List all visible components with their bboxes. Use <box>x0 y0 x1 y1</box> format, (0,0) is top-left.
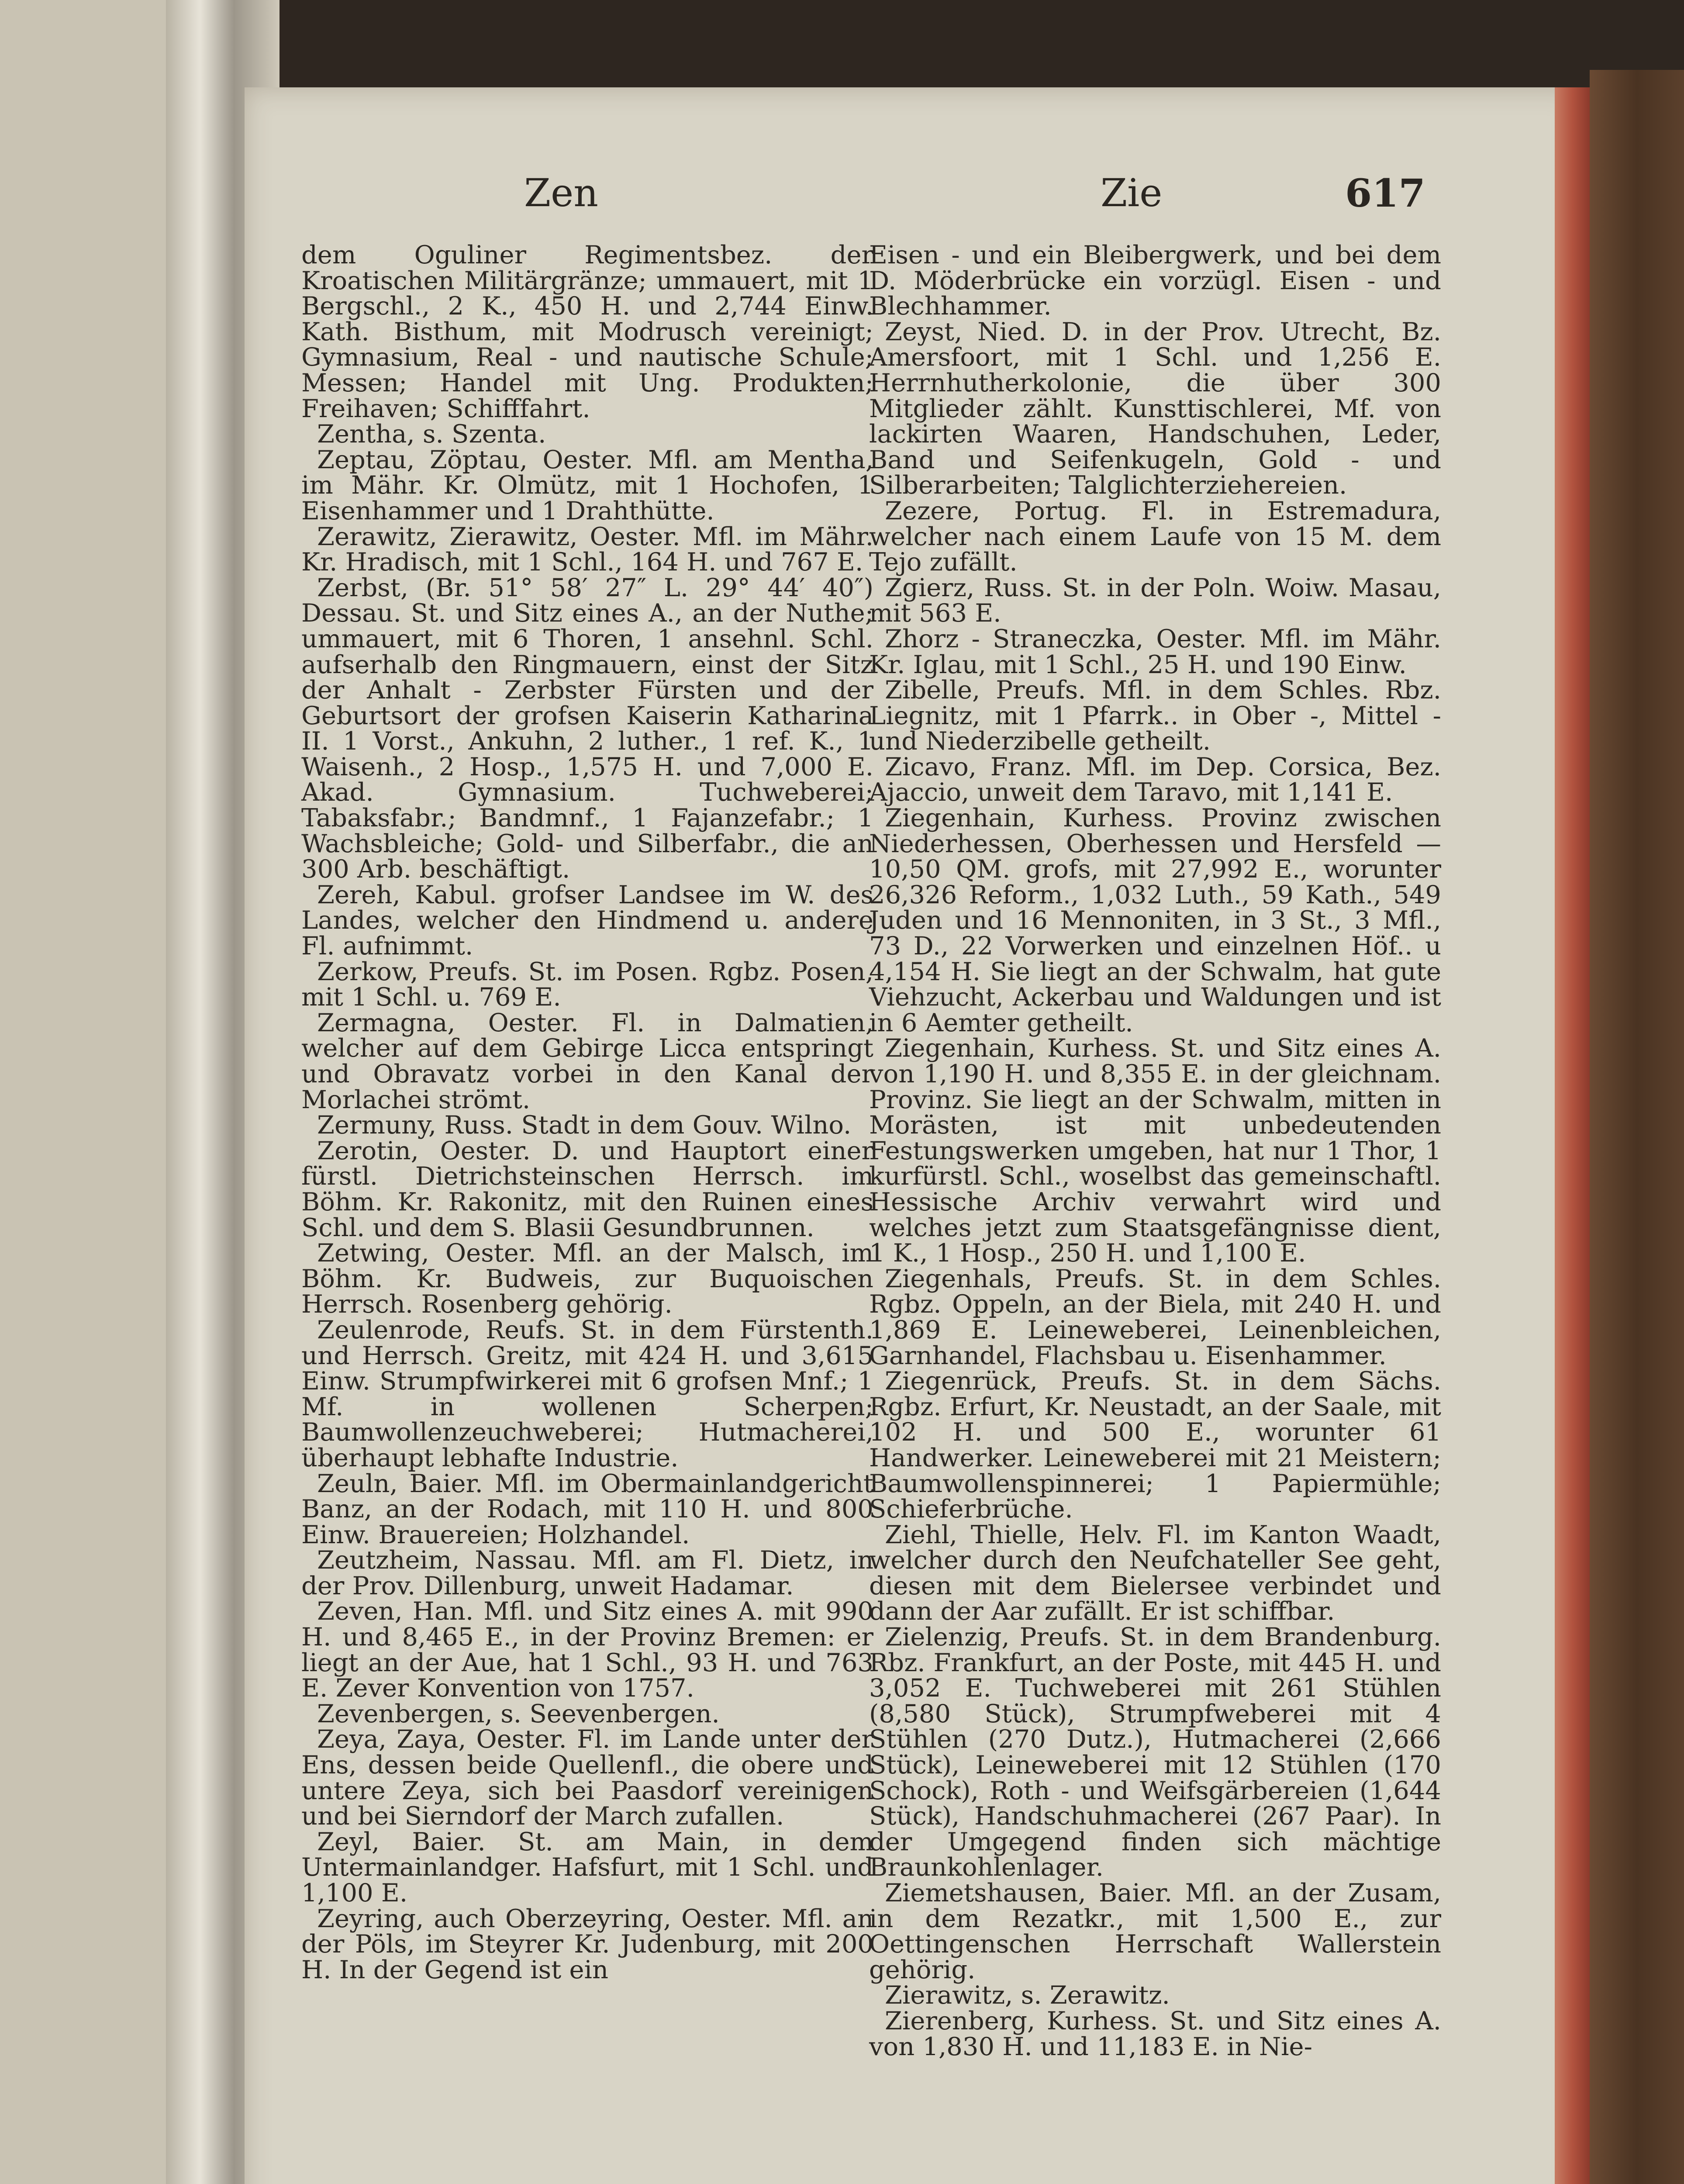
dictionary-entry: Zeyst, Nied. D. in der Prov. Utrecht, Bz. Amersfoort, mit 1 Schl. und 1,256 E. Herrnhutherkolonie, die über 300 Mitglieder zählt. Kunsttischlerei, Mf. von lackirten Waaren, Handschuhen, Leder, Band und Seifenkugeln, Gold - und Silberarbeiten; Talglichterziehereien. <box>869 317 1441 500</box>
dictionary-entry: Zermagna, Oester. Fl. in Dalmatien, welcher auf dem Gebirge Licca entspringt und Obravatz vorbei in den Kanal der Morlachei strömt. <box>301 1008 873 1114</box>
dictionary-entry: Zerbst, (Br. 51° 58′ 27″ L. 29° 44′ 40″) Dessau. St. und Sitz eines A., an der Nuthe; ummauert, mit 6 Thoren, 1 ansehnl. Schl. aufserhalb den Ringmauern, einst der Sitz der Anhalt - Zerbster Fürsten und der Geburtsort der grofsen Kaiserin Katharina II. 1 Vorst., Ankuhn, 2 luther., 1 ref. K., 1 Waisenh., 2 Hosp., 1,575 H. und 7,000 E. Akad. Gymnasium. Tuchweberei; Tabaksfabr.; Bandmnf., 1 Fajanzefabr.; 1 Wachsbleiche; Gold- und Silberfabr., die an 300 Arb. beschäftigt. <box>301 573 873 884</box>
running-header <box>245 170 1579 236</box>
dictionary-entry: Eisen - und ein Bleibergwerk, und bei dem D. Möderbrücke ein vorzügl. Eisen - und Blechhammer. <box>869 240 1441 321</box>
dictionary-entry: Zierenberg, Kurhess. St. und Sitz eines A. von 1,830 H. und 11,183 E. in Nie- <box>869 2006 1441 2061</box>
dictionary-entry: Zhorz - Straneczka, Oester. Mfl. im Mähr. Kr. Iglau, mit 1 Schl., 25 H. und 190 Einw. <box>869 624 1441 679</box>
dictionary-entry: Ziemetshausen, Baier. Mfl. an der Zusam, in dem Rezatkr., mit 1,500 E., zur Oettingenschen Herrschaft Wallerstein gehörig. <box>869 1878 1441 1984</box>
left-column <box>301 242 873 1983</box>
dictionary-entry: Zeptau, Zöptau, Oester. Mfl. am Mentha, im Mähr. Kr. Olmütz, mit 1 Hochofen, 1 Eisenhammer und 1 Drahthütte. <box>301 445 873 525</box>
dictionary-entry: Zeulenrode, Reufs. St. in dem Fürstenth. und Herrsch. Greitz, mit 424 H. und 3,615 Einw. Strumpfwirkerei mit 6 grofsen Mnf.; 1 Mf. in wollenen Scherpen; Baumwollenzeuchweberei; Hutmacherei, überhaupt lebhafte Industrie. <box>301 1315 873 1472</box>
dictionary-entry: Zeven, Han. Mfl. und Sitz eines A. mit 990 H. und 8,465 E., in der Provinz Bremen: er liegt an der Aue, hat 1 Schl., 93 H. und 763 E. Zever Konvention von 1757. <box>301 1597 873 1703</box>
dictionary-entry: Zgierz, Russ. St. in der Poln. Woiw. Masau, mit 563 E. <box>869 573 1441 628</box>
book-cover-edge <box>1590 70 1684 2184</box>
book-page <box>245 87 1579 2184</box>
dictionary-entry: Zeutzheim, Nassau. Mfl. am Fl. Dietz, in der Prov. Dillenburg, unweit Hadamar. <box>301 1545 873 1600</box>
dictionary-entry: Zentha, s. Szenta. <box>317 419 546 449</box>
dictionary-entry: Zezere, Portug. Fl. in Estremadura, welcher nach einem Laufe von 15 M. dem Tejo zufällt. <box>869 496 1441 577</box>
dictionary-entry: Zeya, Zaya, Oester. Fl. im Lande unter der Ens, dessen beide Quellenfl., die obere und untere Zeya, sich bei Paasdorf vereinigen und bei Sierndorf der March zufallen. <box>301 1724 873 1831</box>
dictionary-entry: Zierawitz, s. Zerawitz. <box>885 1980 1170 2010</box>
right-column <box>869 242 1441 2060</box>
dictionary-entry: Ziegenrück, Preufs. St. in dem Sächs. Rgbz. Erfurt, Kr. Neustadt, an der Saale, mit 102 H. und 500 E., worunter 61 Handwerker. Leineweberei mit 21 Meistern; Baumwollenspinnerei; 1 Papiermühle; Schieferbrüche. <box>869 1366 1441 1524</box>
dictionary-entry: Ziegenhain, Kurhess. St. und Sitz eines A. von 1,190 H. und 8,355 E. in der gleichnam. Provinz. Sie liegt an der Schwalm, mitten in Morästen, ist mit unbedeutenden Festungswerken umgeben, hat nur 1 Thor, 1 kurfürstl. Schl., woselbst das gemeinschaftl. Hessische Archiv verwahrt wird und welches jetzt zum Staatsgefängnisse dient, 1 K., 1 Hosp., 250 H. und 1,100 E. <box>869 1033 1441 1268</box>
page-number: 617 <box>1345 170 1425 216</box>
dictionary-entry: Zermuny, Russ. Stadt in dem Gouv. Wilno. <box>317 1110 852 1140</box>
dictionary-entry: Zeuln, Baier. Mfl. im Obermainlandgericht Banz, an der Rodach, mit 110 H. und 800 Einw. Brauereien; Holzhandel. <box>301 1469 873 1549</box>
header-center: Zie <box>1101 170 1163 215</box>
dictionary-entry: Zerawitz, Zierawitz, Oester. Mfl. im Mähr. Kr. Hradisch, mit 1 Schl., 164 H. und 767 E. <box>301 522 873 577</box>
page-edge <box>1555 87 1590 2184</box>
dictionary-entry: Zereh, Kabul. grofser Landsee im W. des Landes, welcher den Hindmend u. andere Fl. aufnimmt. <box>301 880 873 961</box>
dictionary-entry: Zicavo, Franz. Mfl. im Dep. Corsica, Bez. Ajaccio, unweit dem Taravo, mit 1,141 E. <box>869 752 1441 807</box>
dictionary-entry: Zielenzig, Preufs. St. in dem Brandenburg. Rbz. Frankfurt, an der Poste, mit 445 H. und 3,052 E. Tuchweberei mit 261 Stühlen (8,580 Stück), Strumpfweberei mit 4 Stühlen (270 Dutz.), Hutmacherei (2,666 Stück), Leineweberei mit 12 Stühlen (170 Schock), Roth - und Weifsgärbereien (1,644 Stück), Handschuhmacherei (267 Paar). In der Umgegend finden sich mächtige Braunkohlenlager. <box>869 1622 1441 1882</box>
header-left: Zen <box>524 170 598 215</box>
dictionary-entry: Ziegenhain, Kurhess. Provinz zwischen Niederhessen, Oberhessen und Hersfeld — 10,50 QM. grofs, mit 27,992 E., worunter 26,326 Reform., 1,032 Luth., 59 Kath., 549 Juden und 16 Mennoniten, in 3 St., 3 Mfl., 73 D., 22 Vorwerken und einzelnen Höf.. u 4,154 H. Sie liegt an der Schwalm, hat gute Viehzucht, Ackerbau und Waldungen und ist in 6 Aemter getheilt. <box>869 803 1441 1037</box>
dictionary-entry: Zeyring, auch Oberzeyring, Oester. Mfl. an der Pöls, im Steyrer Kr. Judenburg, mit 200 H. In der Gegend ist ein <box>301 1904 873 1984</box>
dictionary-entry: Zerotin, Oester. D. und Hauptort einer fürstl. Dietrichsteinschen Herrsch. im Böhm. Kr. Rakonitz, mit den Ruinen eines Schl. und dem S. Blasii Gesundbrunnen. <box>301 1136 873 1242</box>
dictionary-entry: dem Oguliner Regimentsbez. der Kroatischen Militärgränze; ummauert, mit 1 Bergschl., 2 K., 450 H. und 2,744 Einw. Kath. Bisthum, mit Modrusch vereinigt; Gymnasium, Real - und nautische Schule; Messen; Handel mit Ung. Produkten; Freihaven; Schifffahrt. <box>301 240 873 423</box>
dictionary-entry: Zevenbergen, s. Seevenbergen. <box>317 1699 720 1728</box>
dictionary-entry: Zibelle, Preufs. Mfl. in dem Schles. Rbz. Liegnitz, mit 1 Pfarrk.. in Ober -, Mittel - und Niederzibelle getheilt. <box>869 675 1441 756</box>
dictionary-entry: Zetwing, Oester. Mfl. an der Malsch, im Böhm. Kr. Budweis, zur Buquoischen Herrsch. Rosenberg gehörig. <box>301 1238 873 1319</box>
dictionary-entry: Ziehl, Thielle, Helv. Fl. im Kanton Waadt, welcher durch den Neufchateller See geht, diesen mit dem Bielersee verbindet und dann der Aar zufällt. Er ist schiffbar. <box>869 1520 1441 1626</box>
dictionary-entry: Ziegenhals, Preufs. St. in dem Schles. Rgbz. Oppeln, an der Biela, mit 240 H. und 1,869 E. Leineweberei, Leinenbleichen, Garnhandel, Flachsbau u. Eisenhammer. <box>869 1264 1441 1370</box>
dictionary-entry: Zeyl, Baier. St. am Main, in dem Untermainlandger. Hafsfurt, mit 1 Schl. und 1,100 E. <box>301 1827 873 1908</box>
dictionary-entry: Zerkow, Preufs. St. im Posen. Rgbz. Posen, mit 1 Schl. u. 769 E. <box>301 957 873 1012</box>
